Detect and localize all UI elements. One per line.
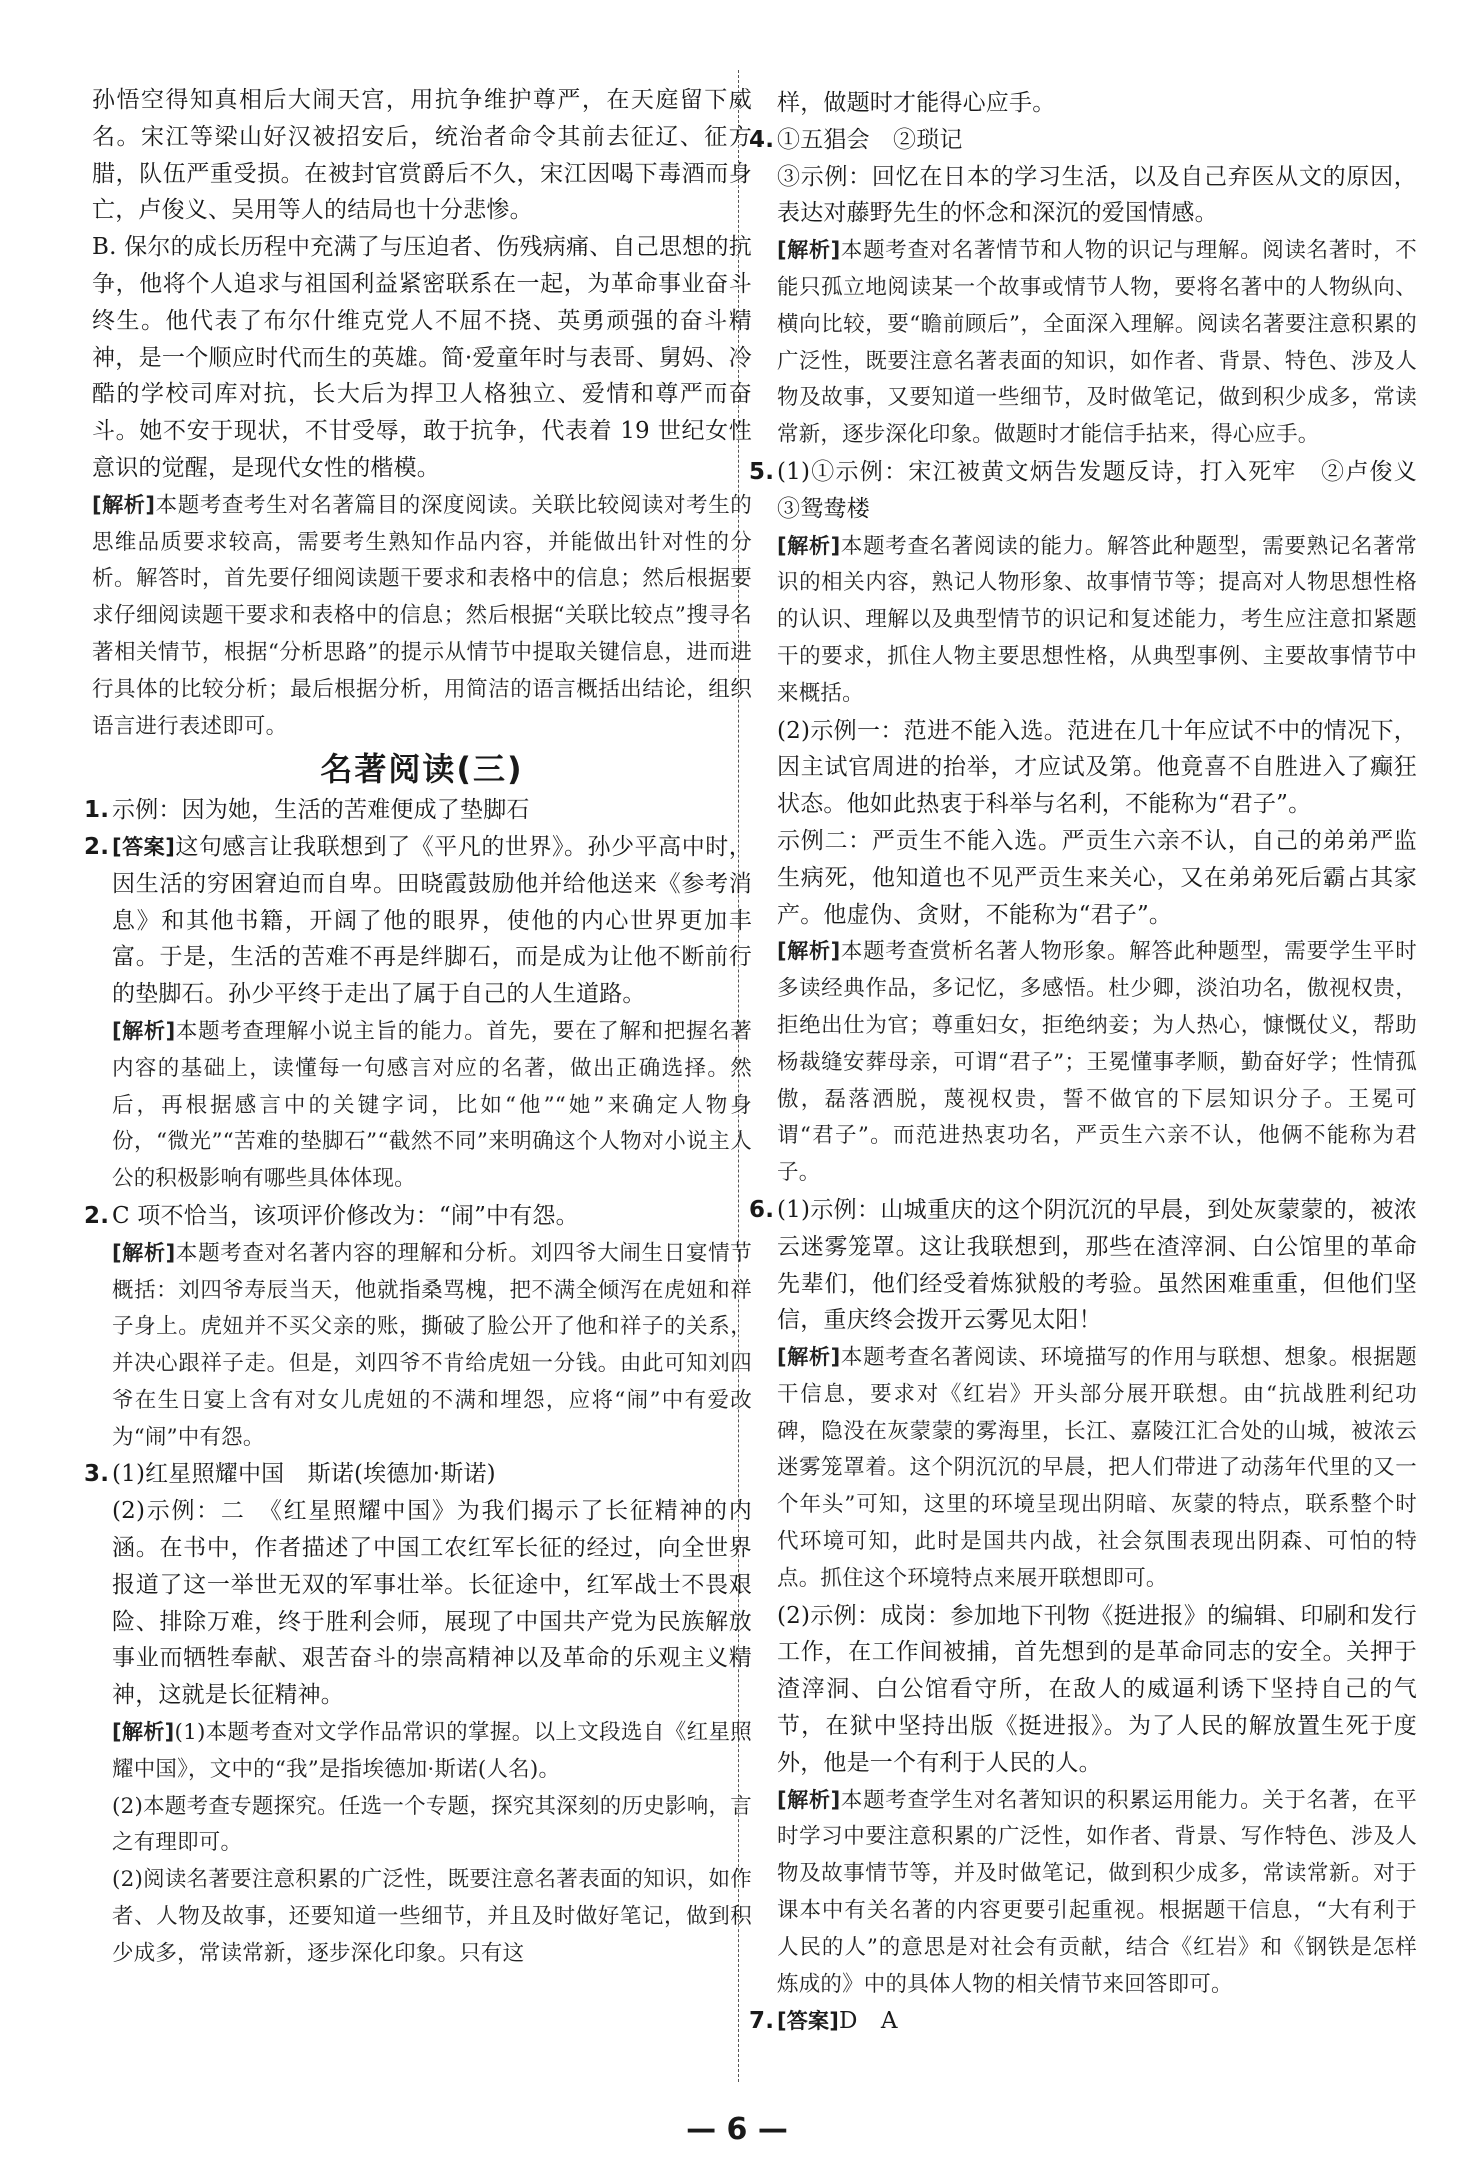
analysis: [解析]本题考查对名著内容的理解和分析。刘四爷大闹生日宴情节概括：刘四爷寿辰当天，他就指桑骂槐，把不满全倾泻在虎妞和祥子身上。虎妞并不买父亲的账，撕破了脸公开了他和祥子的关系，并决心跟祥子走。但是，刘四爷不肯给虎妞一分钱。由此可知刘四爷在生日宴上含有对女儿虎妞的不满和埋怨，应将“闹”中有爱改为“闹”中有怨。	[112, 1240, 753, 1450]
analysis: [解析]本题考查名著阅读、环境描写的作用与联想、想象。根据题干信息，要求对《红岩》开头部分展开联想。由“抗战胜利纪功碑，隐没在灰蒙蒙的雾海里，长江、嘉陵江汇合处的山城，被浓云迷雾笼罩着。这个阴沉沉的早晨，把人们带进了动荡年代里的又一个年头”可知，这里的环境呈现出阴暗、灰蒙的特点，联系整个时代环境可知，此时是国共内战，社会氛围表现出阴森、可怕的特点。抓住这个环境特点来展开联想即可。	[777, 1345, 1418, 1591]
analysis: [解析]本题考查理解小说主旨的能力。首先，要在了解和把握名著内容的基础上，读懂每一句感言对应的名著，做出正确选择。然后，再根据感言中的关键字词，比如“他”“她”来确定人物身份，“微光”“苦难的垫脚石”“截然不同”来明确这个人物对小说主人公的积极影响有哪些具体体现。	[112, 1018, 753, 1192]
question-5: 5. (1)①示例：宋江被黄文炳告发题反诗，打入死牢 ②卢俊义 ③鸳鸯楼	[749, 458, 1441, 522]
answer-text: (2)示例：二 《红星照耀中国》为我们揭示了长征精神的内涵。在书中，作者描述了中国工农红军长征的经过，向全世界报道了这一举世无双的军事壮举。长征途中，红军战士不畏艰险、排除万难，终于胜利会师，展现了中国共产党为民族解放事业而牺牲奉献、艰苦奋斗的崇高精神以及革命的乐观主义精神，这就是长征精神。	[112, 1498, 752, 1709]
paragraph: B. 保尔的成长历程中充满了与压迫者、伤残病痛、自己思想的抗争，他将个人追求与祖国利益紧密联系在一起，为革命事业奋斗终生。他代表了布尔什维克党人不屈不挠、英勇顽强的奋斗精神，是一个顺应时代而生的英雄。简·爱童年时与表哥、舅妈、冷酷的学校司库对抗，长大后为捍卫人格独立、爱情和尊严而奋斗。她不安于现状，不甘受辱，敢于抗争，代表着 19 世纪女性意识的觉醒，是现代女性的楷模。	[92, 234, 752, 481]
analysis: [解析]本题考查学生对名著知识的积累运用能力。关于名著，在平时学习中要注意积累的广泛性，如作者、背景、写作特色、涉及人物及故事情节等，并及时做笔记，做到积少成多，常读常新。对于课本中有关名著的内容更要引起重视。根据题干信息，“大有利于人民的人”的意思是对社会有贡献，结合《红岩》和《钢铁是怎样炼成的》中的具体人物的相关情节来回答即可。	[777, 1787, 1418, 1997]
analysis-text: (2)阅读名著要注意积累的广泛性，既要注意名著表面的知识，如作者、人物及故事，还要知道一些细节，并且及时做好笔记，做到积少成多，常读常新，逐步深化印象。只有这	[112, 1867, 752, 1966]
question-7: 7. [答案]D A	[749, 2008, 898, 2035]
analysis: [解析]本题考查赏析名著人物形象。解答此种题型，需要学生平时多读经典作品，多记忆，多感悟。杜少卿，淡泊功名，傲视权贵，拒绝出仕为官；尊重妇女，拒绝纳妾；为人热心，慷慨仗义，帮助杨裁缝安葬母亲，可谓“君子”；王冕懂事孝顺，勤奋好学；性情孤傲，磊落洒脱，蔑视权贵，誓不做官的下层知识分子。王冕可谓“君子”。而范进热衷功名，严贡生六亲不认，他俩不能称为君子。	[777, 939, 1418, 1186]
question-6: 6. (1)示例：山城重庆的这个阴沉沉的早晨，到处灰蒙蒙的，被浓云迷雾笼罩。这让我联想到，那些在渣滓洞、白公馆里的革命先辈们，他们经受着炼狱般的考验。虽然困难重重，但他们坚信，重庆终会拨开云雾见太阳！	[749, 1196, 1417, 1334]
left-column	[84, 82, 753, 1973]
analysis: [解析]本题考查考生对名著篇目的深度阅读。关联比较阅读对考生的思维品质要求较高，需要考生熟知作品内容，并能做出针对性的分析。解答时，首先要仔细阅读题干要求和表格中的信息；然后根据要求仔细阅读题干要求和表格中的信息；然后根据“关联比较点”搜寻名著相关情节，根据“分析思路”的提示从情节中提取关键信息，进而进行具体的比较分析；最后根据分析，用简洁的语言概括出结论，组织语言进行表述即可。	[92, 492, 753, 739]
analysis: [解析]本题考查对名著情节和人物的识记与理解。阅读名著时，不能只孤立地阅读某一个故事或情节人物，要将名著中的人物纵向、横向比较，要“瞻前顾后”，全面深入理解。阅读名著要注意积累的广泛性，既要注意名著表面的知识，如作者、背景、特色、涉及人物及故事，又要知道一些细节，及时做笔记，做到积少成多，常读常新，逐步深化印象。做题时才能信手拈来，得心应手。	[777, 238, 1418, 448]
answer-text: (2)示例一：范进不能入选。范进在几十年应试不中的情况下，因主试官周进的抬举，才应试及第。他竟喜不自胜进入了癫狂状态。他如此热衷于科举与名利，不能称为“君子”。	[777, 717, 1417, 818]
answer-text: (2)示例：成岗：参加地下刊物《挺进报》的编辑、印刷和发行工作，在工作间被捕，首先想到的是革命同志的安全。关押于渣滓洞、白公馆看守所，在敌人的威逼利诱下坚持自己的气节，在狱中坚持出版《挺进报》。为了人民的解放置生死于度外，他是一个有利于人民的人。	[777, 1602, 1417, 1776]
paragraph: 孙悟空得知真相后大闹天宫，用抗争维护尊严，在天庭留下威名。宋江等梁山好汉被招安后，统治者命令其前去征辽、征方腊，队伍严重受损。在被封官赏爵后不久，宋江因喝下毒酒而身亡，卢俊义、吴用等人的结局也十分悲惨。	[92, 87, 752, 224]
question-2: 2. [答案]这句感言让我联想到了《平凡的世界》。孙少平高中时，因生活的穷困窘迫而自卑。田晓霞鼓励他并给他送来《参考消息》和其他书籍，开阔了他的眼界，使他的内心世界更加丰富。于是，生活的苦难不再是绊脚石，而是成为让他不断前行的垫脚石。孙少平终于走出了属于自己的人生道路。	[84, 833, 752, 1008]
answer-text: ③示例：回忆在日本的学习生活，以及自己弃医从文的原因，表达对藤野先生的怀念和深沉的爱国情感。	[777, 163, 1417, 227]
question-4: 4. ①五猖会 ②琐记	[749, 126, 963, 153]
question-3: 3. (1)红星照耀中国 斯诺(埃德加·斯诺)	[84, 1461, 496, 1488]
page-number: — 6 —	[686, 2112, 788, 2147]
right-column	[749, 85, 1441, 2040]
section-title: 名著阅读(三)	[320, 750, 524, 789]
analysis: [解析]本题考查名著阅读的能力。解答此种题型，需要熟记名著常识的相关内容，熟记人物形象、故事情节等；提高对人物思想性格的认识、理解以及典型情节的识记和复述能力，考生应注意扣紧题干的要求，抓住人物主要思想性格，从典型事例、主要故事情节中来概括。	[777, 533, 1418, 706]
answer-text: 示例二：严贡生不能入选。严贡生六亲不认，自己的弟弟严监生病死，他知道也不见严贡生来关心，又在弟弟死后霸占其家产。他虚伪、贪财，不能称为“君子”。	[777, 827, 1417, 928]
analysis-text: (2)本题考查专题探究。任选一个专题，探究其深刻的历史影响，言之有理即可。	[112, 1793, 752, 1856]
continued-text: 样，做题时才能得心应手。	[777, 90, 1056, 116]
analysis: [解析](1)本题考查对文学作品常识的掌握。以上文段选自《红星照耀中国》，文中的“我”是指埃德加·斯诺(人名)。	[112, 1720, 753, 1782]
question-2b: 2. C 项不恰当，该项评价修改为：“闹”中有怨。	[84, 1202, 579, 1229]
question-1: 1. 示例：因为她，生活的苦难便成了垫脚石	[84, 797, 530, 824]
